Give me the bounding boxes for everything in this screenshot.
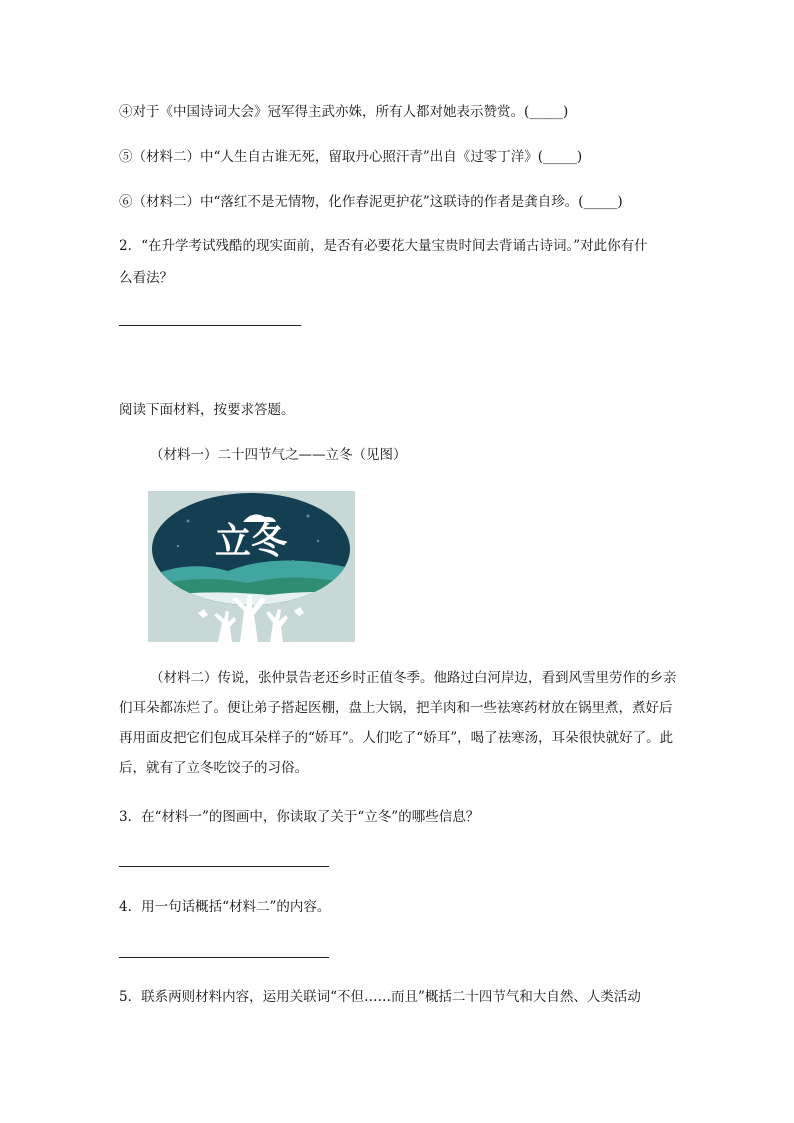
q1-item-6: ⑥（材料二）中“落红不是无情物，化作春泥更护花”这联诗的作者是龚自珍。(_____) bbox=[119, 194, 623, 210]
q2-answer-line[interactable] bbox=[119, 325, 301, 326]
section-intro: 阅读下面材料，按要求答题。 bbox=[119, 402, 295, 418]
material2-paragraph bbox=[119, 663, 679, 783]
q2-text-line1: 2．“在升学考试残酷的现实面前，是否有必要花大量宝贵时间去背诵古诗词。”对此你有什 bbox=[119, 238, 648, 254]
question-5: 5．联系两则材料内容，运用关联词“不但……而且”概括二十四节气和大自然、人类活动 bbox=[119, 989, 641, 1005]
q3-answer-line[interactable] bbox=[119, 866, 329, 867]
lidong-calligraphy: 立冬 bbox=[214, 521, 288, 562]
q2-text-line2: 么看法？ bbox=[119, 270, 173, 286]
q4-answer-line[interactable] bbox=[119, 957, 329, 958]
material2-text: （材料二）传说，张仲景告老还乡时正值冬季。他路过白河岸边，看到风雪里劳作的乡亲们耳朵都冻烂了。便让弟子搭起医棚，盘上大锅，把羊肉和一些祛寒药材放在锅里煮，煮好后再用面皮把它们包成耳朵样子的“娇耳”。人们吃了“娇耳”，喝了祛寒汤，耳朵很快就好了。此后，就有了立冬吃饺子的习俗。 bbox=[119, 670, 677, 776]
question-4: 4．用一句话概括“材料二”的内容。 bbox=[119, 899, 331, 915]
q1-item-5: ⑤（材料二）中“人生自古谁无死，留取丹心照汗青”出自《过零丁洋》(_____) bbox=[119, 149, 583, 165]
question-3: 3．在“材料一”的图画中，你读取了关于“立冬”的哪些信息？ bbox=[119, 809, 480, 825]
lidong-illustration bbox=[148, 491, 355, 642]
lidong-illustration-svg bbox=[148, 491, 355, 642]
material1-caption: （材料一）二十四节气之——立冬（见图） bbox=[150, 447, 407, 463]
q1-item-4: ④对于《中国诗词大会》冠军得主武亦姝，所有人都对她表示赞赏。(_____) bbox=[119, 104, 569, 120]
white-trees bbox=[198, 595, 304, 642]
